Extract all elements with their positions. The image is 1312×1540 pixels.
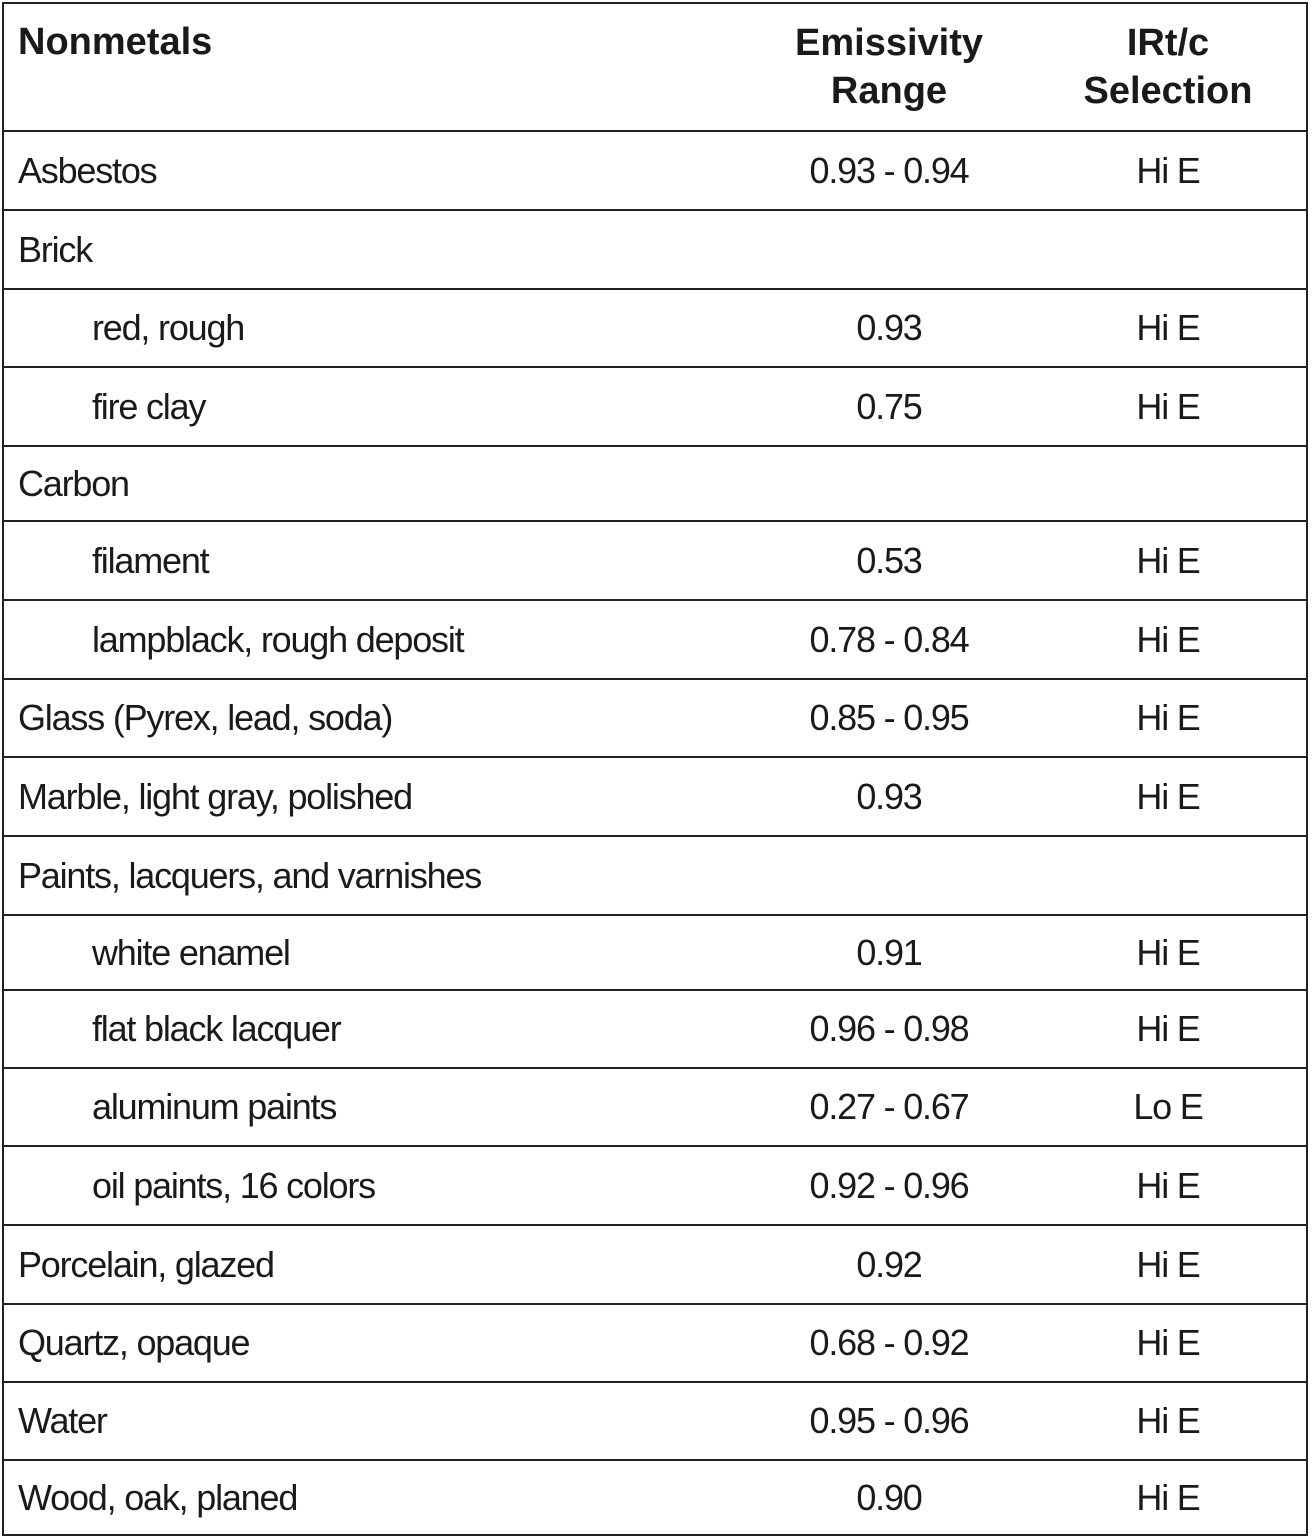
- emissivity-range-cell: 0.93: [856, 775, 922, 817]
- irtc-selection-cell: Hi E: [1136, 1322, 1200, 1363]
- irtc-selection-cell: Hi E: [1136, 1164, 1200, 1206]
- material-name-cell: aluminum paints: [92, 1086, 337, 1127]
- material-name-cell: Marble, light gray, polished: [18, 775, 412, 817]
- table-row: [4, 758, 1306, 837]
- material-name-cell: red, rough: [92, 307, 245, 348]
- material-name-cell: Brick: [18, 228, 92, 270]
- header-nonmetals: Nonmetals: [18, 21, 213, 63]
- irtc-selection-cell: Hi E: [1136, 931, 1200, 973]
- header-selection-line2: Selection: [1083, 70, 1253, 112]
- emissivity-range-cell: 0.78 - 0.84: [809, 618, 969, 660]
- irtc-selection-cell: Hi E: [1136, 307, 1200, 348]
- emissivity-range-cell: 0.96 - 0.98: [809, 1008, 969, 1049]
- table-row: [4, 916, 1306, 991]
- irtc-selection-cell: Hi E: [1136, 697, 1200, 738]
- table-row: [4, 601, 1306, 680]
- table-row: [4, 680, 1306, 758]
- material-name-cell: filament: [92, 539, 209, 581]
- table-row: [4, 290, 1306, 368]
- table-row: [4, 368, 1306, 447]
- material-name-cell: Paints, lacquers, and varnishes: [18, 854, 482, 896]
- header-selection-line1: IRt/c: [1126, 22, 1210, 64]
- irtc-selection-cell: Hi E: [1136, 385, 1200, 427]
- material-name-cell: white enamel: [92, 931, 290, 973]
- table-row: [4, 1383, 1306, 1461]
- irtc-selection-cell: Hi E: [1136, 1243, 1200, 1285]
- table-header-row: [4, 4, 1306, 132]
- material-name-cell: fire clay: [92, 385, 206, 427]
- emissivity-range-cell: 0.68 - 0.92: [809, 1322, 969, 1363]
- irtc-selection-cell: [1052, 837, 1284, 914]
- material-name-cell: Porcelain, glazed: [18, 1243, 274, 1285]
- irtc-selection-cell: Hi E: [1136, 775, 1200, 817]
- emissivity-range-cell: 0.93: [856, 307, 922, 348]
- table-row: [4, 1147, 1306, 1226]
- irtc-selection-cell: Hi E: [1136, 149, 1200, 191]
- material-name-cell: Carbon: [18, 462, 129, 504]
- emissivity-range-cell: [774, 447, 1004, 520]
- emissivity-range-cell: 0.95 - 0.96: [809, 1400, 969, 1441]
- emissivity-range-cell: [774, 837, 1004, 914]
- header-range-line2: Range: [830, 70, 948, 112]
- material-name-cell: Asbestos: [18, 149, 157, 191]
- material-name-cell: Wood, oak, planed: [18, 1476, 298, 1518]
- material-name-cell: lampblack, rough deposit: [92, 618, 464, 660]
- material-name-cell: Quartz, opaque: [18, 1322, 250, 1363]
- emissivity-range-cell: 0.92 - 0.96: [809, 1164, 969, 1206]
- emissivity-range-cell: 0.53: [856, 539, 922, 581]
- irtc-selection-cell: Hi E: [1136, 618, 1200, 660]
- material-name-cell: Glass (Pyrex, lead, soda): [18, 697, 393, 738]
- irtc-selection-cell: Hi E: [1136, 1008, 1200, 1049]
- table-row: [4, 1461, 1306, 1534]
- header-irtc-selection: [1052, 4, 1284, 130]
- irtc-selection-cell: Hi E: [1136, 1476, 1200, 1518]
- irtc-selection-cell: Hi E: [1136, 1400, 1200, 1441]
- table-row: [4, 211, 1306, 290]
- header-range-line1: Emissivity: [795, 22, 983, 64]
- emissivity-range-cell: 0.27 - 0.67: [809, 1086, 969, 1127]
- material-name-cell: oil paints, 16 colors: [92, 1164, 375, 1206]
- table-row: [4, 1305, 1306, 1383]
- table-row: [4, 1226, 1306, 1305]
- material-name-cell: flat black lacquer: [92, 1008, 341, 1049]
- emissivity-range-cell: 0.92: [856, 1243, 922, 1285]
- material-name-cell: Water: [18, 1400, 107, 1441]
- irtc-selection-cell: Lo E: [1133, 1086, 1203, 1127]
- emissivity-range-cell: 0.75: [856, 385, 922, 427]
- header-emissivity-range: [774, 4, 1004, 130]
- table-row: [4, 1069, 1306, 1147]
- table-row: [4, 522, 1306, 601]
- table-row: [4, 991, 1306, 1069]
- emissivity-range-cell: 0.85 - 0.95: [809, 697, 969, 738]
- irtc-selection-cell: [1052, 211, 1284, 288]
- emissivity-range-cell: 0.91: [856, 931, 922, 973]
- irtc-selection-cell: [1052, 447, 1284, 520]
- emissivity-range-cell: 0.93 - 0.94: [809, 149, 969, 191]
- irtc-selection-cell: Hi E: [1136, 539, 1200, 581]
- table-row: [4, 132, 1306, 211]
- emissivity-range-cell: 0.90: [856, 1476, 922, 1518]
- emissivity-table: [2, 2, 1308, 1536]
- table-row: [4, 837, 1306, 916]
- emissivity-range-cell: [774, 211, 1004, 288]
- table-row: [4, 447, 1306, 522]
